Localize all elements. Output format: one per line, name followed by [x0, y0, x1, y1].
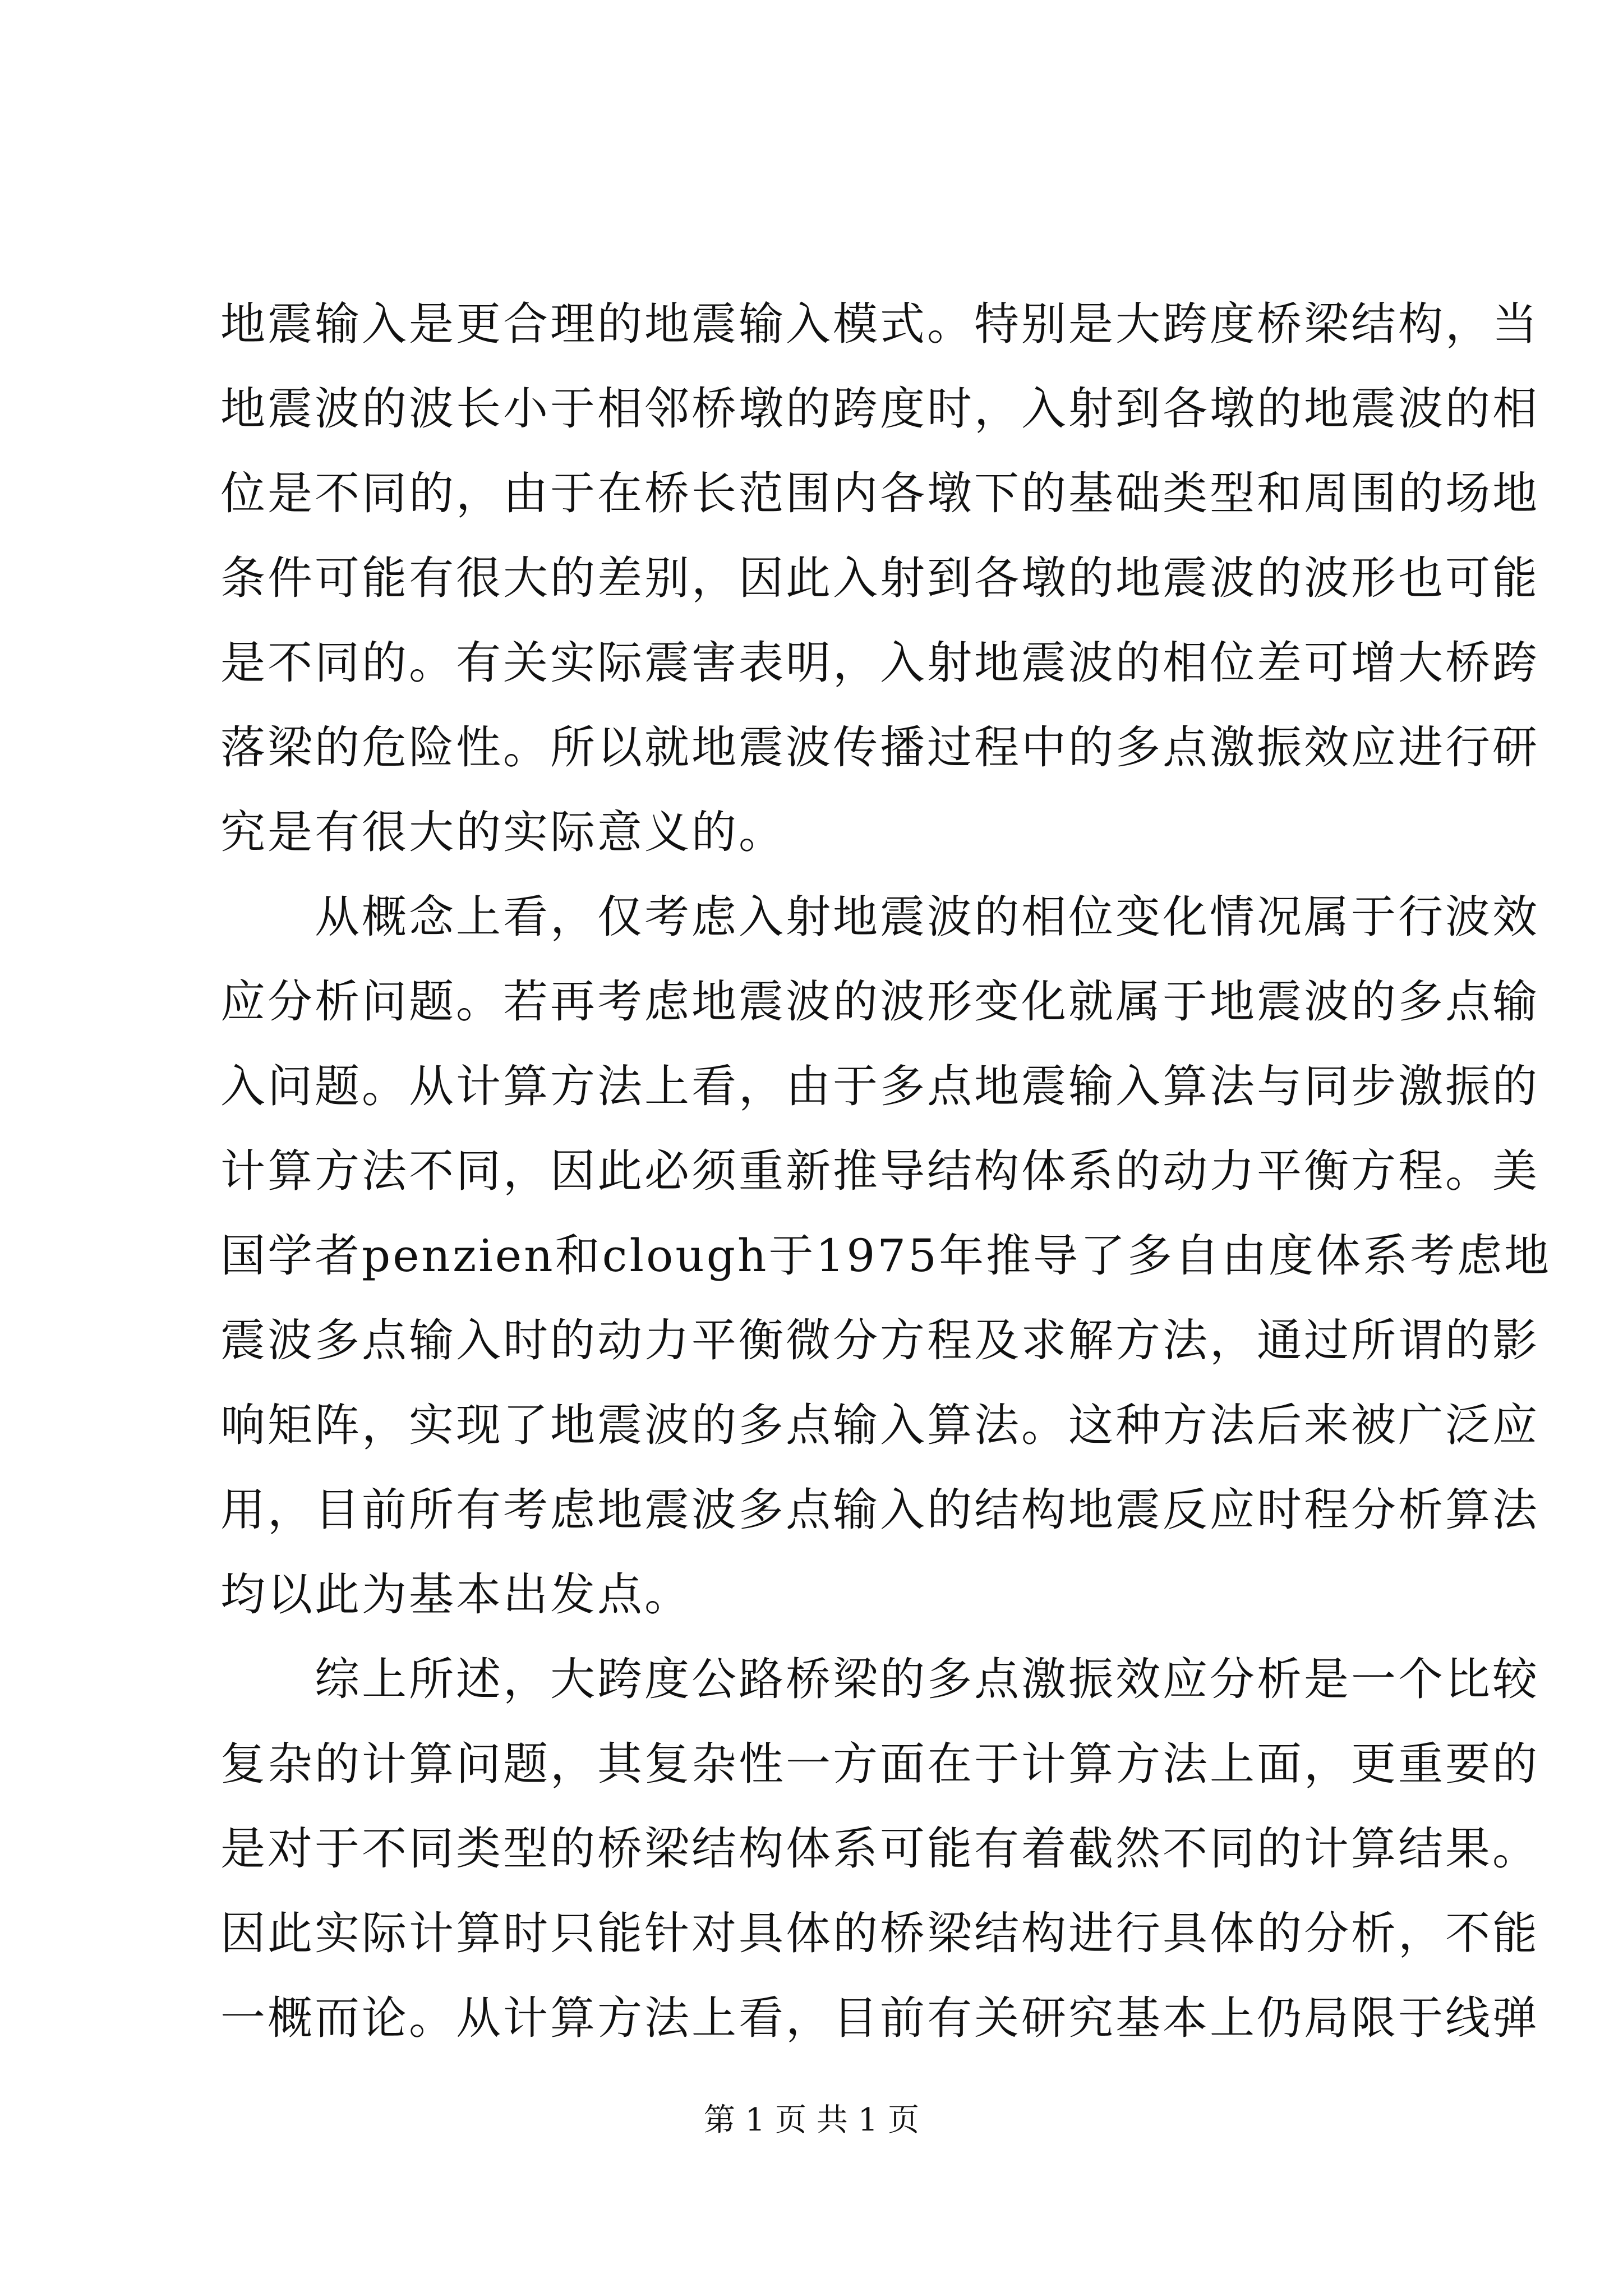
text-line: 因此实际计算时只能针对具体的桥梁结构进行具体的分析，不能 [220, 1907, 1539, 1959]
text-line: 一概而论。从计算方法上看，目前有关研究基本上仍局限于线弹 [220, 1992, 1539, 2044]
text-line: 复杂的计算问题，其复杂性一方面在于计算方法上面，更重要的 [220, 1738, 1539, 1790]
text-line: 是不同的。有关实际震害表明，入射地震波的相位差可增大桥跨 [220, 637, 1539, 689]
text-line: 条件可能有很大的差别，因此入射到各墩的地震波的波形也可能 [220, 552, 1539, 604]
text-line: 响矩阵，实现了地震波的多点输入算法。这种方法后来被广泛应 [220, 1399, 1539, 1451]
text-line: 究是有很大的实际意义的。 [220, 806, 786, 858]
text-line: 均以此为基本出发点。 [220, 1568, 691, 1621]
text-line: 国学者penzien和clough于1975年推导了多自由度体系考虑地 [220, 1230, 1552, 1282]
text-line: 震波多点输入时的动力平衡微分方程及求解方法，通过所谓的影 [220, 1314, 1539, 1366]
text-line: 地震输入是更合理的地震输入模式。特别是大跨度桥梁结构，当 [220, 298, 1539, 350]
text-line: 综上所述，大跨度公路桥梁的多点激振效应分析是一个比较 [220, 1653, 1539, 1705]
page-number-footer: 第 1 页 共 1 页 [703, 2102, 920, 2138]
text-line: 计算方法不同，因此必须重新推导结构体系的动力平衡方程。美 [220, 1145, 1539, 1197]
text-line: 用，目前所有考虑地震波多点输入的结构地震反应时程分析算法 [220, 1484, 1539, 1536]
text-line: 从概念上看，仅考虑入射地震波的相位变化情况属于行波效 [220, 891, 1539, 943]
text-line: 落梁的危险性。所以就地震波传播过程中的多点激振效应进行研 [220, 721, 1539, 774]
text-line: 位是不同的，由于在桥长范围内各墩下的基础类型和周围的场地 [220, 467, 1539, 519]
text-line: 应分析问题。若再考虑地震波的波形变化就属于地震波的多点输 [220, 976, 1539, 1028]
text-line: 入问题。从计算方法上看，由于多点地震输入算法与同步激振的 [220, 1060, 1539, 1112]
text-line: 地震波的波长小于相邻桥墩的跨度时，入射到各墩的地震波的相 [220, 383, 1539, 435]
text-line: 是对于不同类型的桥梁结构体系可能有着截然不同的计算结果。 [220, 1823, 1539, 1875]
